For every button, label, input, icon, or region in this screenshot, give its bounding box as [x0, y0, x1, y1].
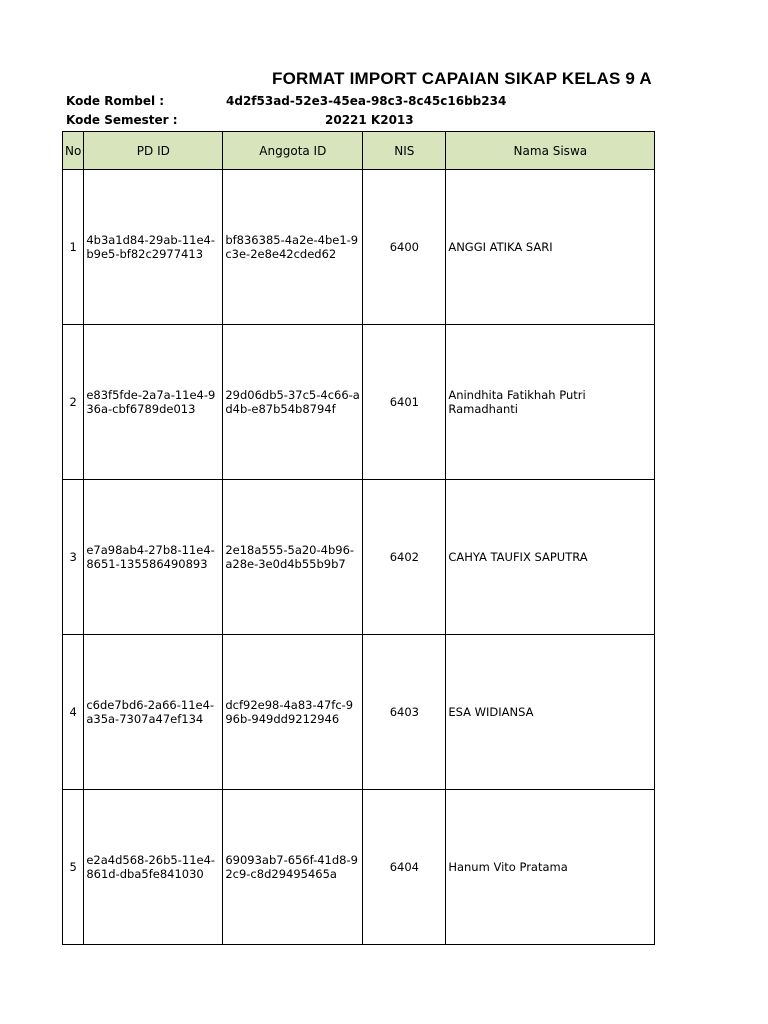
- cell-nis: 6401: [363, 325, 446, 480]
- cell-nis: 6404: [363, 790, 446, 945]
- table-header-row: [63, 132, 655, 170]
- rombel-label: Kode Rombel :: [66, 94, 165, 108]
- cell-anggota-id: bf836385-4a2e-4be1-9c3e-2e8e42cded62: [223, 170, 363, 325]
- cell-anggota-id: dcf92e98-4a83-47fc-996b-949dd9212946: [223, 635, 363, 790]
- header-nis: NIS: [363, 132, 446, 170]
- table-row: [63, 635, 655, 790]
- document-title: FORMAT IMPORT CAPAIAN SIKAP KELAS 9 A: [272, 69, 652, 88]
- cell-pd-id: e7a98ab4-27b8-11e4-8651-135586490893: [84, 480, 223, 635]
- semester-label: Kode Semester :: [66, 113, 178, 127]
- table-row: [63, 170, 655, 325]
- rombel-value: 4d2f53ad-52e3-45ea-98c3-8c45c16bb234: [226, 94, 507, 108]
- cell-anggota-id: 69093ab7-656f-41d8-92c9-c8d29495465a: [223, 790, 363, 945]
- semester-value: 20221 K2013: [325, 113, 414, 127]
- cell-nis: 6400: [363, 170, 446, 325]
- cell-anggota-id: 2e18a555-5a20-4b96-a28e-3e0d4b55b9b7: [223, 480, 363, 635]
- header-no: No: [63, 132, 84, 170]
- cell-no: 1: [63, 170, 84, 325]
- cell-pd-id: e83f5fde-2a7a-11e4-936a-cbf6789de013: [84, 325, 223, 480]
- cell-no: 3: [63, 480, 84, 635]
- cell-nama-siswa: ESA WIDIANSA: [446, 635, 655, 790]
- cell-no: 4: [63, 635, 84, 790]
- cell-nama-siswa: CAHYA TAUFIX SAPUTRA: [446, 480, 655, 635]
- table-row: [63, 480, 655, 635]
- cell-nama-siswa: ANGGI ATIKA SARI: [446, 170, 655, 325]
- header-nama-siswa: Nama Siswa: [446, 132, 655, 170]
- table-row: [63, 325, 655, 480]
- cell-pd-id: 4b3a1d84-29ab-11e4-b9e5-bf82c2977413: [84, 170, 223, 325]
- cell-pd-id: e2a4d568-26b5-11e4-861d-dba5fe841030: [84, 790, 223, 945]
- header-pd-id: PD ID: [84, 132, 223, 170]
- cell-no: 2: [63, 325, 84, 480]
- table-row: [63, 790, 655, 945]
- cell-no: 5: [63, 790, 84, 945]
- cell-anggota-id: 29d06db5-37c5-4c66-ad4b-e87b54b8794f: [223, 325, 363, 480]
- student-table: [62, 131, 655, 945]
- cell-nis: 6403: [363, 635, 446, 790]
- cell-nama-siswa: Hanum Vito Pratama: [446, 790, 655, 945]
- cell-nama-siswa: Anindhita Fatikhah Putri Ramadhanti: [446, 325, 655, 480]
- cell-pd-id: c6de7bd6-2a66-11e4-a35a-7307a47ef134: [84, 635, 223, 790]
- header-anggota-id: Anggota ID: [223, 132, 363, 170]
- cell-nis: 6402: [363, 480, 446, 635]
